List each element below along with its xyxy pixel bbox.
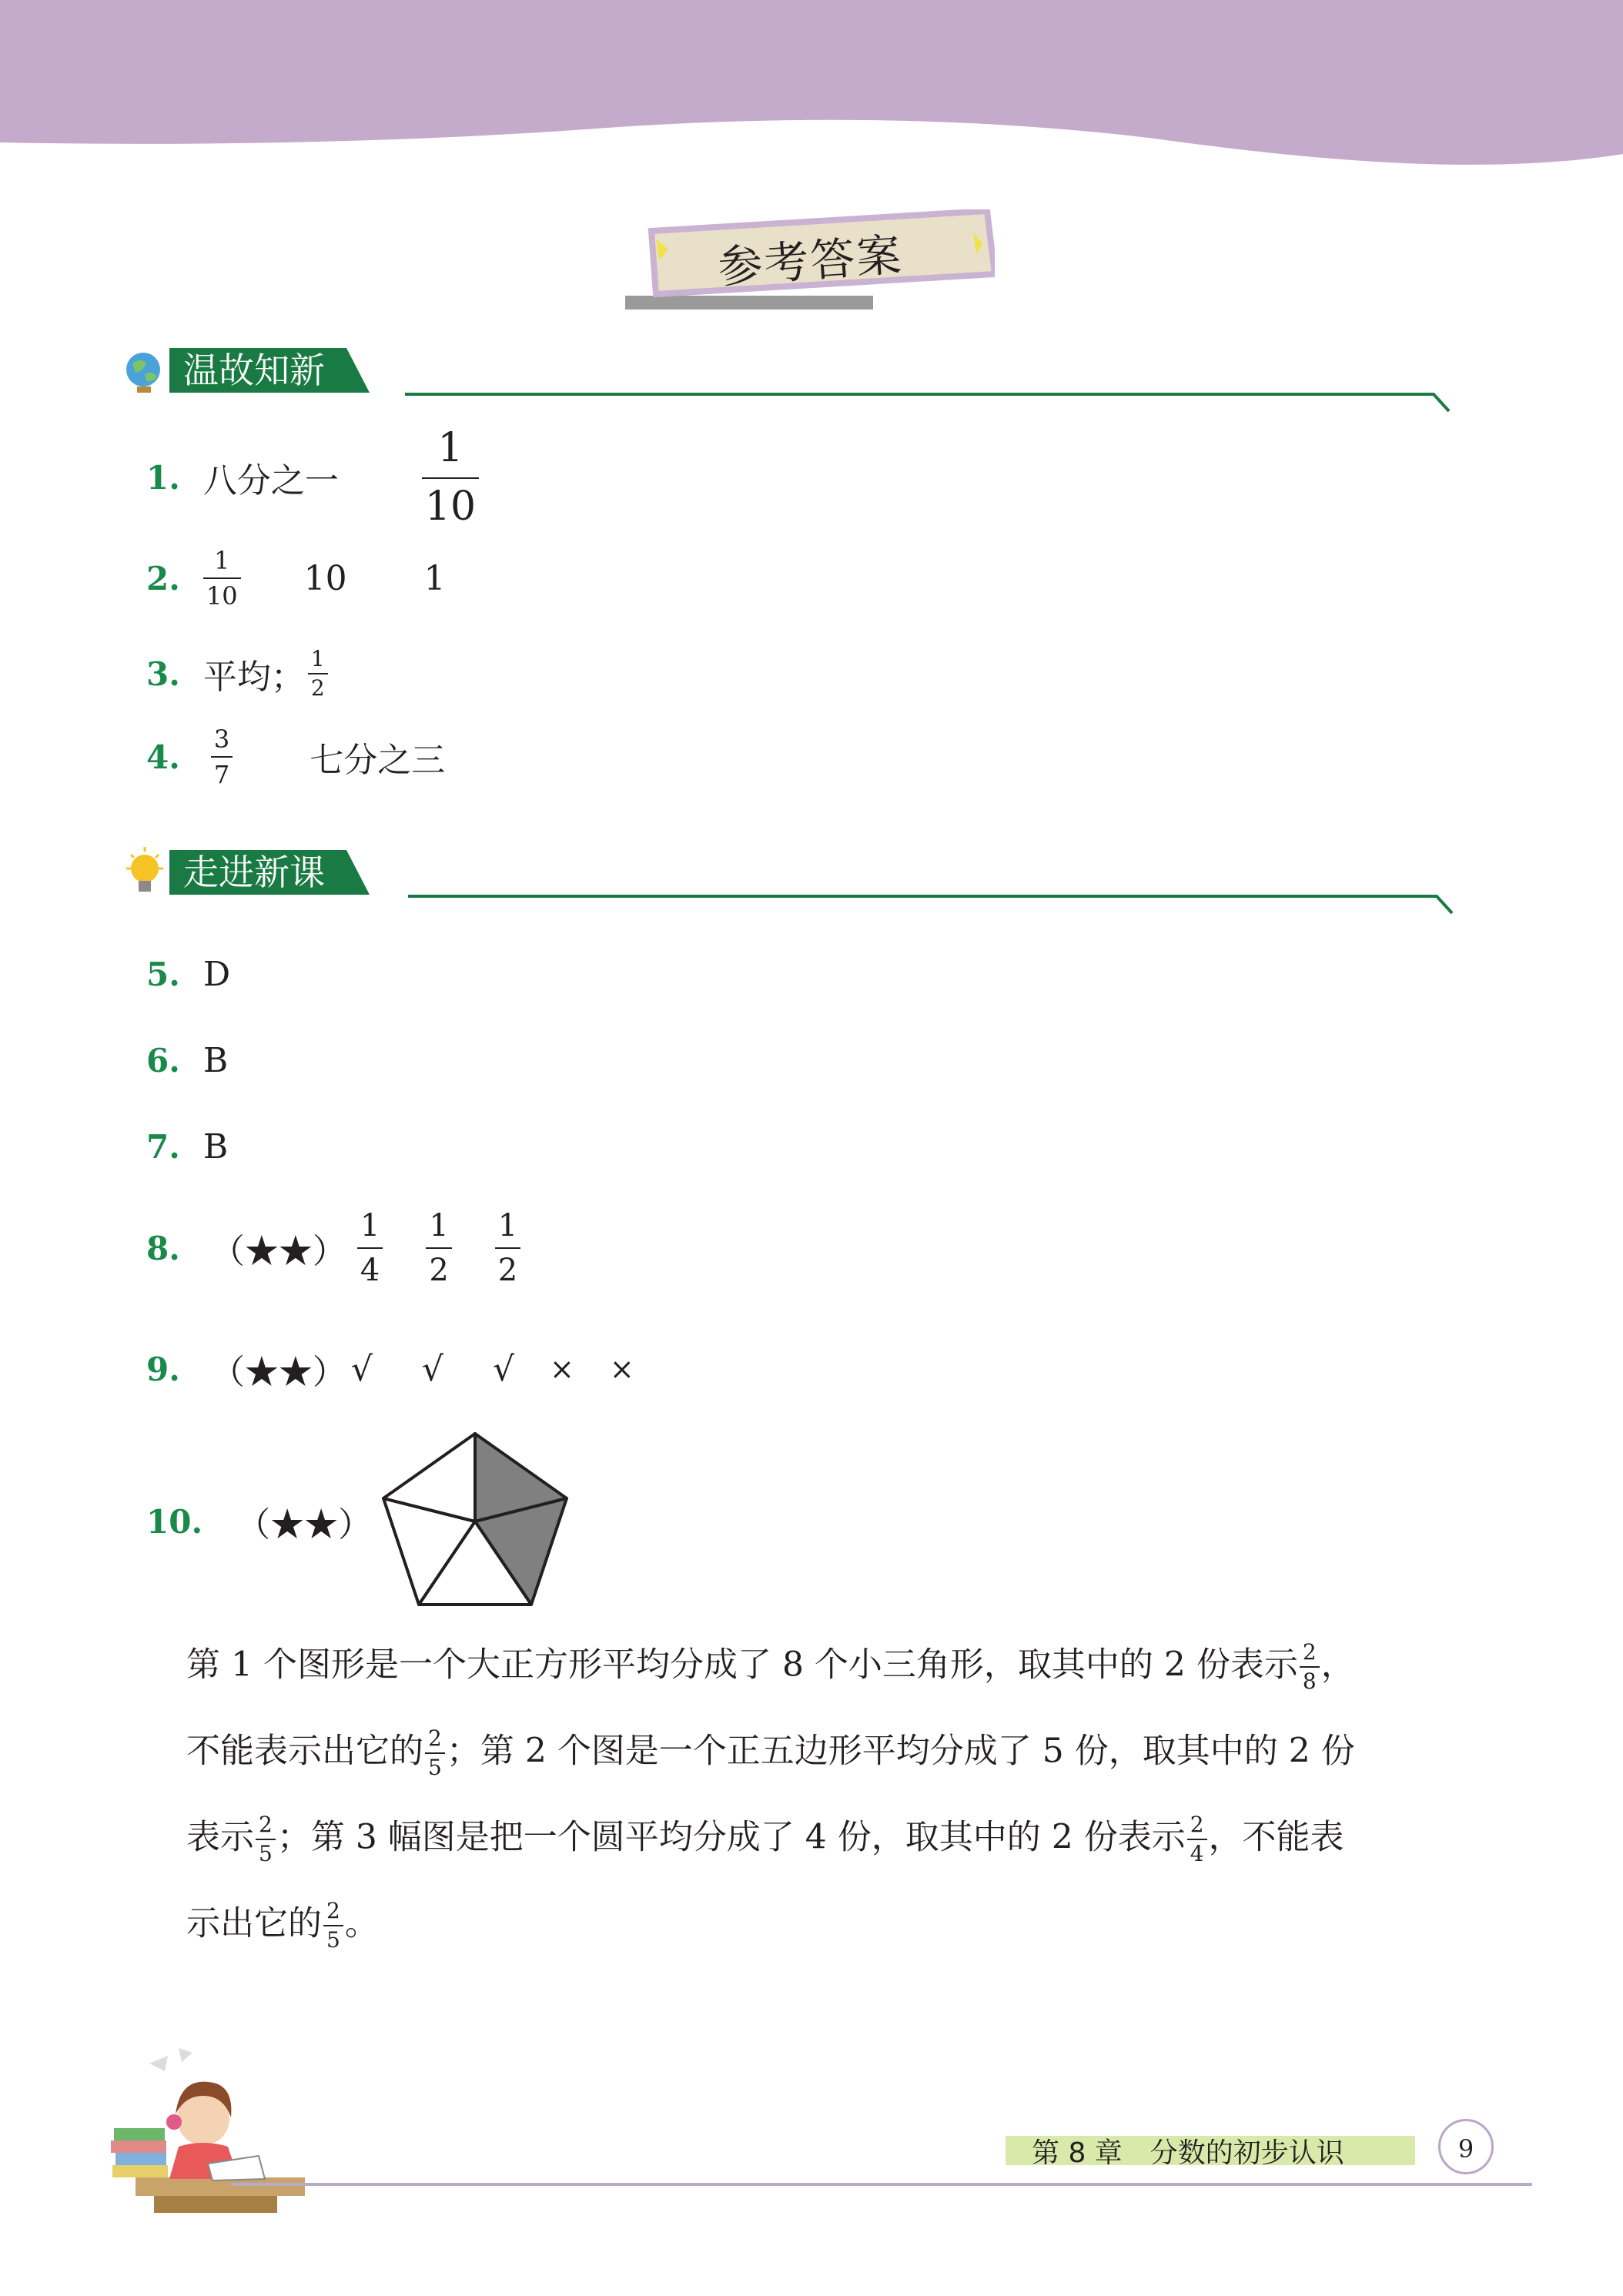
check-mark: √ — [492, 1349, 514, 1389]
explanation-text: 。 — [344, 1903, 379, 1943]
section-label-review: 温故知新 — [183, 350, 325, 391]
fraction — [495, 1210, 520, 1286]
numerator: 1 — [214, 546, 230, 575]
answer-text: B — [202, 1127, 229, 1166]
section-rule-review — [405, 387, 1452, 414]
numerator: 1 — [360, 1208, 380, 1243]
check-mark: √ — [350, 1349, 373, 1389]
fraction — [357, 1210, 383, 1286]
cross-mark: × — [550, 1352, 574, 1386]
explanation-text: 不能表示出它的 — [186, 1731, 423, 1771]
fraction — [426, 1210, 451, 1286]
answer-text: 七分之三 — [310, 741, 446, 780]
cross-mark: × — [609, 1352, 634, 1386]
answer-number: 6. — [146, 1042, 180, 1079]
answer-number: 9. — [146, 1350, 180, 1388]
numerator: 2 — [259, 1812, 273, 1837]
denominator: 10 — [206, 581, 238, 611]
numerator: 1 — [310, 646, 325, 671]
explanation-text: ， — [1320, 1645, 1355, 1685]
denominator: 4 — [1190, 1841, 1204, 1866]
explanation-line-1 — [186, 1639, 1495, 1694]
denominator: 2 — [310, 675, 325, 701]
section-header-new-lesson — [123, 845, 370, 899]
explanation-line-3 — [186, 1814, 1495, 1865]
answer-number: 3. — [146, 654, 180, 693]
answer-text: 10 — [303, 558, 347, 598]
denominator: 2 — [429, 1253, 449, 1288]
numerator: 1 — [429, 1208, 449, 1243]
numerator: 2 — [428, 1725, 442, 1751]
numerator: 1 — [497, 1208, 518, 1243]
fraction — [203, 546, 241, 611]
pentagon-figure — [379, 1429, 571, 1611]
chapter-title: 第 8 章 分数的初步认识 — [1032, 2137, 1344, 2169]
page-title: 参考答案 — [716, 228, 905, 294]
answer-9 — [146, 1344, 634, 1394]
denominator: 5 — [326, 1927, 340, 1953]
fraction — [323, 1900, 343, 1951]
answer-6 — [146, 1041, 228, 1080]
explanation-text: ；第 2 个图是一个正五边形平均分成了 5 份，取其中的 2 份 — [446, 1731, 1355, 1771]
difficulty-stars: （★★） — [236, 1505, 373, 1545]
fraction — [308, 648, 328, 699]
answer-number: 2. — [146, 559, 180, 597]
explanation-text: ，不能表 — [1208, 1817, 1344, 1857]
check-mark: √ — [421, 1349, 443, 1389]
answer-text: 平均； — [202, 658, 305, 697]
answer-4 — [146, 727, 445, 787]
answer-7 — [146, 1127, 228, 1166]
explanation-text: 表示 — [186, 1817, 254, 1857]
denominator: 2 — [497, 1253, 518, 1288]
footer-rule — [231, 2183, 1532, 2186]
fraction — [1300, 1639, 1320, 1694]
difficulty-stars: （★★） — [210, 1232, 346, 1271]
answer-text: 八分之一 — [202, 461, 339, 500]
answer-number: 5. — [146, 956, 180, 993]
fraction — [256, 1814, 276, 1865]
fraction — [211, 727, 233, 787]
denominator: 5 — [428, 1755, 442, 1780]
fraction — [422, 425, 479, 530]
numerator: 1 — [437, 425, 463, 471]
explanation-text: ；第 3 幅图是把一个圆平均分成了 4 份，取其中的 2 份表示 — [276, 1817, 1186, 1857]
denominator: 7 — [213, 760, 230, 789]
answer-text: 1 — [423, 558, 446, 598]
title-banner — [625, 209, 995, 317]
answer-8 — [146, 1210, 520, 1286]
answer-5 — [146, 955, 230, 994]
answer-number: 4. — [146, 738, 180, 776]
explanation-line-4 — [186, 1900, 1495, 1951]
numerator: 2 — [326, 1898, 340, 1923]
fraction — [1187, 1814, 1207, 1865]
denominator: 5 — [259, 1841, 273, 1866]
difficulty-stars: （★★） — [210, 1353, 346, 1392]
fraction — [425, 1725, 445, 1780]
answer-10 — [146, 1497, 372, 1546]
numerator: 2 — [1190, 1812, 1204, 1837]
explanation-line-2 — [186, 1725, 1495, 1780]
denominator: 4 — [360, 1253, 380, 1288]
answer-number: 1. — [146, 458, 180, 497]
denominator: 8 — [1302, 1668, 1317, 1694]
answer-2 — [146, 546, 446, 611]
page-number: 9 — [1438, 2119, 1494, 2174]
answer-text: D — [202, 955, 231, 994]
answer-number: 10. — [146, 1502, 203, 1541]
denominator: 10 — [424, 484, 477, 530]
answer-text: B — [202, 1041, 229, 1080]
section-rule-new-lesson — [408, 889, 1455, 916]
explanation-text: 第 1 个图形是一个大正方形平均分成了 8 个小三角形，取其中的 2 份表示 — [186, 1645, 1298, 1685]
section-label-new-lesson: 走进新课 — [183, 852, 325, 893]
header-wave — [0, 0, 1623, 177]
numerator: 2 — [1302, 1639, 1317, 1665]
numerator: 3 — [213, 725, 230, 754]
answer-1 — [146, 425, 479, 530]
girl-reading-illustration — [108, 2048, 323, 2217]
explanation-text: 示出它的 — [186, 1903, 322, 1943]
answer-number: 8. — [146, 1229, 180, 1267]
answer-3 — [146, 648, 328, 699]
answer-number: 7. — [146, 1128, 180, 1166]
section-header-review — [123, 343, 370, 397]
